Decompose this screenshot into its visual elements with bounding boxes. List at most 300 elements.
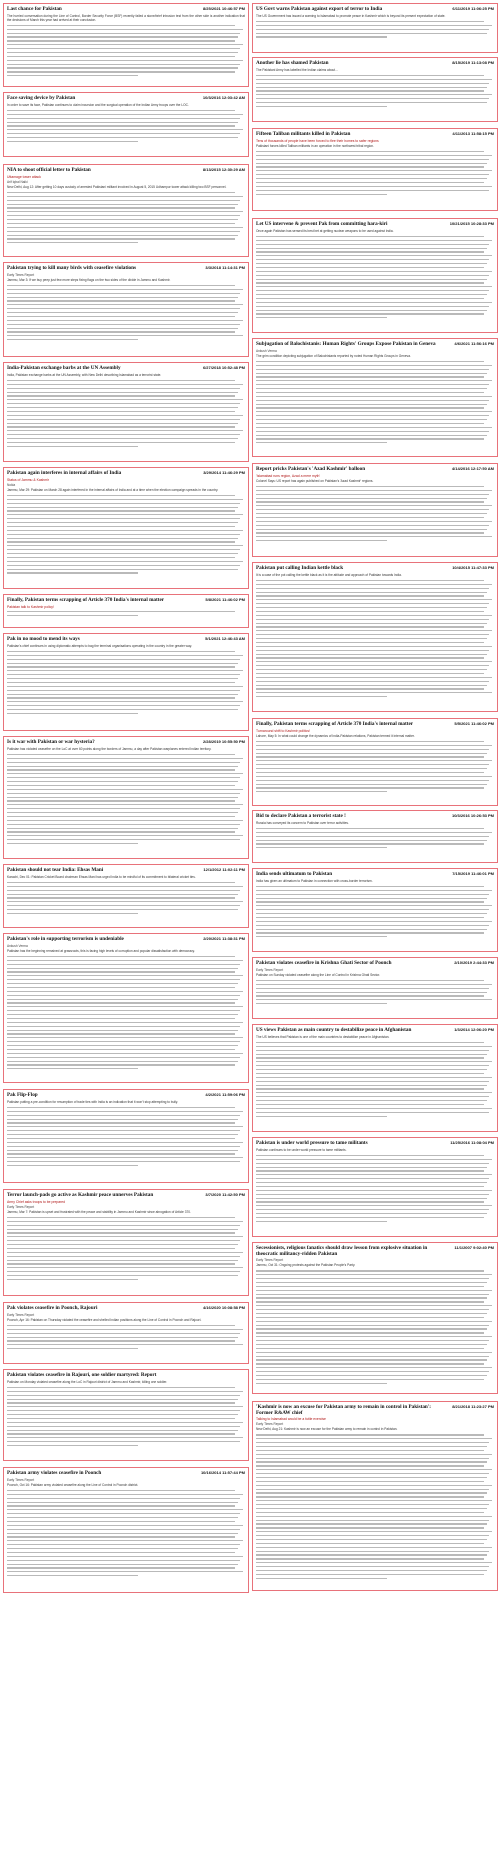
text-line [256,505,492,506]
text-line [256,1305,492,1306]
text-line [7,909,238,910]
text-line [7,423,238,424]
text-line [256,1286,484,1287]
article-subtitle: Talking to Islamabad would be a futile exercise [256,1417,326,1422]
text-line [7,553,238,554]
text-line [7,839,240,840]
text-line [7,1521,235,1522]
text-line [7,320,243,321]
text-line [256,1108,492,1109]
text-line [7,694,238,695]
text-line [7,762,240,763]
article-card[interactable] [3,933,249,1083]
text-line [7,442,235,443]
text-line [7,242,138,243]
article-card[interactable] [252,562,498,712]
article-card[interactable] [3,164,249,257]
article-byline: Early Times Report [7,1205,35,1209]
article-lead-text: Pakistani forces killed Taliban militants in an operation in the northwest tribal region. [256,144,374,148]
article-title[interactable]: Terror launch-pads go active as Kashmir peace unnerves Pakistan [7,1192,154,1198]
article-title[interactable]: Let US intervene & prevent Pak from committing hara-kiri [256,221,388,227]
article-card[interactable] [252,128,498,211]
text-line [7,110,235,111]
article-card[interactable] [252,1242,498,1394]
text-line [256,980,484,981]
text-line [7,1236,243,1237]
article-title[interactable]: US views Pakistan as main country to destabilize peace in Afghanistan [256,1027,412,1033]
text-line [7,773,243,774]
article-body-text [256,580,494,697]
text-line [7,1410,240,1411]
text-line [7,384,243,385]
article-subtitle: Pakistan talk to Kashmir policy! [7,605,54,609]
text-line [7,192,235,193]
text-line [256,760,492,761]
text-line [7,399,243,400]
text-line [256,244,489,245]
article-lead-text: Poonch, Oct 16: Pakistan army violated ceasefire along the Line of Control in Poonch district. [7,1483,139,1487]
text-line [256,1481,484,1482]
text-line [256,1489,489,1490]
article-card[interactable] [3,594,249,628]
article-title[interactable]: Pakistan army violates ceasefire in Poonch [7,1470,102,1476]
article-title[interactable]: Pakistan trying to kill many birds with ceasefire violations [7,265,137,271]
text-line [7,1142,243,1143]
text-line [256,438,484,439]
article-card[interactable] [3,3,249,87]
article-card[interactable] [3,1189,249,1296]
text-line [256,1294,489,1295]
article-byline: Early Times Report [256,1422,284,1427]
text-line [7,530,243,531]
text-line [256,302,492,303]
text-line [7,1498,240,1499]
text-line [7,1150,238,1151]
article-title[interactable]: Pakistan violates ceasefire in Rajouri, one soldier martyred: Report [7,1372,157,1378]
text-line [7,407,238,408]
article-title[interactable]: Pakistan should not tear India: Ehsas Mani [7,867,104,873]
text-line [7,1232,235,1233]
text-line [256,669,487,670]
text-line [7,1248,235,1249]
text-line [7,561,243,562]
article-timestamp: 8/13/2015 12:30:29 AM [202,167,245,172]
text-line [256,1325,489,1326]
text-line [256,921,492,922]
article-lead-text: Jammu, Mar 29: Pakistan on March 28 again interfered in the internal affairs of India and at a time when the election campaign spreads in the country. [7,488,219,492]
article-card[interactable] [3,1089,249,1183]
text-line [256,681,489,682]
article-title[interactable]: Pakistan put calling Indian kettle black [256,565,344,571]
text-line [7,1271,240,1272]
article-timestamp: 5/1/2021 12:46:43 AM [205,636,245,641]
text-line [7,64,240,65]
text-line [7,1529,240,1530]
text-line [256,170,492,171]
text-line [7,388,240,389]
text-line [7,769,235,770]
text-line [7,141,138,142]
text-line [7,1556,243,1557]
article-card[interactable] [3,262,249,357]
text-line [256,1057,484,1058]
text-line [256,1170,484,1171]
text-line [256,540,387,541]
text-line [256,685,487,686]
text-line [7,1030,238,1031]
text-line [256,1379,484,1380]
article-lead-text: Once again Pakistan has sensed its best bet at getting nuclear weapons to be used against India. [256,229,394,233]
article-card[interactable] [252,1401,498,1591]
article-byline: Early Times Report [256,1258,284,1263]
text-line [7,312,238,313]
article-timestamp: 5/5/2021 11:46:02 PM [454,721,494,726]
article-card[interactable] [252,810,498,863]
text-line [7,1441,240,1442]
text-line [256,306,489,307]
text-line [7,125,235,126]
text-line [256,1290,492,1291]
text-line [256,90,484,91]
text-line [7,964,240,965]
text-line [256,1190,492,1191]
text-line [256,248,487,249]
article-title[interactable]: US Govt warns Pakistan against export of terror to India [256,6,383,12]
text-line [256,1551,489,1552]
article-lead-text: It is a case of the pot calling the kettle black as it is the attitude and approach of Pakistan towards India. [256,573,402,577]
text-line [256,905,492,906]
text-line [256,1321,492,1322]
text-line [256,1116,387,1117]
article-title[interactable]: Pakistan violates ceasefire in Krishna Ghati Sector of Poonch [256,960,392,966]
text-line [7,991,243,992]
article-body-text [7,651,245,714]
article-body-text [256,741,494,793]
text-line [256,442,387,443]
text-line [7,565,240,566]
text-line [256,521,492,522]
text-line [256,1383,387,1384]
text-line [256,1155,484,1156]
article-body-text [7,110,245,142]
article-card[interactable] [3,92,249,157]
text-line [7,227,243,228]
article-timestamp: 2/10/2019 2:44:33 PM [454,960,494,965]
text-line [256,427,492,428]
text-line [256,1531,492,1532]
text-line [7,392,238,393]
text-line [256,1558,484,1559]
article-title[interactable]: NIA to shoot official letter to Pakistan [7,167,91,173]
article-card[interactable] [252,1137,498,1237]
text-line [256,513,487,514]
text-line [256,984,492,985]
text-line [7,808,240,809]
text-line [256,584,492,585]
article-title[interactable]: India-Pakistan exchange barbs at the UN Assembly [7,365,121,371]
article-title[interactable]: Finally, Pakistan terms scrapping of Article 370 India's internal matter [7,597,165,603]
article-title[interactable]: Face saving device by Pakistan [7,95,76,101]
text-line [7,1225,240,1226]
article-byline: Arif Iqbal Naiki [7,180,28,184]
article-card[interactable] [3,633,249,731]
article-title[interactable]: Secessionists, religious fanatics should draw lesson from explosive situation in theocratic militancy-ridden Pakistan [256,1245,428,1258]
text-line [256,1174,492,1175]
article-timestamp: 11/1/2007 9:02:40 PM [454,1245,494,1250]
text-line [7,1002,235,1003]
text-line [256,532,484,533]
text-line [256,529,487,530]
text-line [7,1418,235,1419]
article-title[interactable]: Report pricks Pakistan's 'Azad Kashmir' balloon [256,466,366,472]
article-title[interactable]: Another lie has shamed Pakistan [256,60,329,66]
article-title[interactable]: Pakistan's role in supporting terrorism is undeniable [7,936,124,942]
article-timestamp: 3/29/2014 11:46:29 PM [203,470,245,475]
article-title[interactable]: Pakistan again interferes in internal affairs of India [7,470,122,476]
text-line [256,832,492,833]
article-lead-text: India, Pakistan exchange barbs at the UN Assembly, with New Delhi describing Islamabad as a terrorist state. [7,373,162,377]
text-line [7,297,238,298]
text-line [7,231,240,232]
text-line [256,1547,492,1548]
text-line [256,1054,487,1055]
text-line [256,1496,484,1497]
text-line [256,992,487,993]
text-line [7,766,238,767]
text-line [256,384,489,385]
article-card[interactable] [3,467,249,589]
text-line [256,1578,387,1579]
text-line [7,211,243,212]
text-line [7,1391,243,1392]
text-line [7,339,138,340]
text-line [7,1240,240,1241]
text-line [7,890,240,891]
text-line [256,1186,484,1187]
text-line [256,1543,484,1544]
article-title[interactable]: Pak in no mood to mend its ways [7,636,80,642]
article-card[interactable] [3,1302,249,1364]
text-line [256,415,489,416]
text-line [256,361,484,362]
article-body-text [256,21,494,38]
text-line [256,1485,492,1486]
text-line [256,599,492,600]
article-card[interactable] [252,463,498,557]
article-lead-text: Karachi, Dec 01: Pakistan Cricket Board chairman Ehsas Mani has urged India to be mindful of its commitment to bilateral cricket ties. [7,875,196,879]
text-line [7,663,238,664]
text-line [256,745,492,746]
text-line [256,1046,492,1047]
text-line [7,1267,243,1268]
text-line [7,1433,235,1434]
article-lead-text: New Delhi, Aug 21: Kashmir is now an excuse for the Pakistan army to remain in control in Pakistan. [256,1427,398,1432]
article-title[interactable]: Last chance for Pakistan [7,6,62,12]
text-line [7,495,235,496]
article-timestamp: 5/8/2021 11:46:02 PM [205,597,245,602]
text-line [7,71,235,72]
article-subtitle: Status of Jammu & Kashmir [7,478,50,482]
article-lead-text: Lahore, May 5: In what could change the dynamics of India-Pakistan relations, Pakistan termed it internal matter. [256,734,415,738]
text-line [7,1279,138,1280]
text-line [7,304,243,305]
text-line [7,1161,240,1162]
text-line [7,979,240,980]
article-timestamp: 10/16/2014 11:57:44 PM [200,1470,245,1475]
text-line [256,1167,487,1168]
article-byline: Early Times Report [7,1313,35,1317]
text-line [7,56,235,57]
text-line [7,995,240,996]
text-line [7,1406,243,1407]
text-line [256,936,387,937]
text-line [7,40,235,41]
article-lead-text: Jammu, Mar 3: If we buy peep just few more steps fixing flags on the two sides of the divide in Jammu and Kashmir. [7,278,171,282]
text-line [256,509,489,510]
text-line [256,1077,492,1078]
article-title[interactable]: Finally, Pakistan terms scrapping of Article 370 India's internal matter [256,721,414,727]
text-line [7,1107,235,1108]
text-line [256,776,492,777]
text-line [7,1138,235,1139]
text-line [256,1477,487,1478]
article-body-text [256,236,494,319]
article-title[interactable]: Pak violates ceasefire in Poonch, Rajouri [7,1305,98,1311]
text-line [7,514,243,515]
text-line [7,659,240,660]
text-line [256,1278,489,1279]
text-line [256,1336,492,1337]
article-body-text [256,980,494,1004]
article-body-text [7,882,245,914]
text-line [7,758,243,759]
text-line [7,1018,235,1019]
article-lead-text: Jammu, Mar 7: Pakistan is upset and frustrated with the peace and stability in Jammu and Kashmir since abrogation of Article 370. [7,1210,191,1214]
text-line [256,1570,487,1571]
article-card[interactable] [252,338,498,457]
text-line [256,151,484,152]
article-card[interactable] [3,1369,249,1461]
text-line [7,1064,235,1065]
text-line [7,828,238,829]
article-body-text [7,754,245,844]
text-line [7,60,243,61]
text-line [256,517,484,518]
text-line [7,960,243,961]
text-line [7,682,235,683]
article-body-text [7,192,245,244]
article-title[interactable]: India sends ultimatum to Pakistan [256,871,333,877]
article-lead-text: Pakistan on Monday violated ceasefire along the LoC in Rajouri district of Jammu and Kashmir, killing one soldier. [7,1380,168,1384]
text-line [7,137,238,138]
text-line [7,114,243,115]
text-line [7,913,138,914]
text-line [7,507,238,508]
text-line [256,87,487,88]
text-line [256,182,484,183]
article-title[interactable]: Is it war with Pakistan or war hysteria? [7,739,95,745]
article-card[interactable] [252,1024,498,1132]
text-line [256,404,487,405]
article-card[interactable] [3,736,249,859]
article-title[interactable]: Pakistan is under world pressure to tame militants [256,1140,368,1146]
text-line [256,1446,487,1447]
article-title[interactable]: Pak Flip-Flop [7,1092,38,1098]
article-card[interactable] [252,718,498,806]
article-timestamp: 4/2/2021 11:59:06 PM [205,1092,245,1097]
text-line [256,98,489,99]
article-body-text [7,380,245,447]
article-title[interactable]: Fifteen Taliban militants killed in Pakistan [256,131,351,137]
text-line [256,255,492,256]
article-card[interactable] [3,864,249,928]
article-card[interactable] [252,868,498,952]
article-title[interactable]: Bid to declare Pakistan a terrorist state ! [256,813,346,819]
text-line [256,1092,492,1093]
text-line [7,503,240,504]
article-card[interactable] [252,57,498,122]
article-card[interactable] [252,3,498,53]
article-card[interactable] [252,957,498,1019]
text-line [256,886,484,887]
text-line [7,118,240,119]
text-line [7,956,235,957]
text-line [256,1213,487,1214]
text-line [7,894,238,895]
text-line [256,692,492,693]
text-line [256,423,484,424]
article-body-text [256,1155,494,1222]
article-lead-text: Colonel Says: US report has again published on Pakistan's 'Azad Kashmir' regions. [256,479,374,483]
text-line [7,1564,238,1565]
text-line [256,843,484,844]
text-line [7,968,238,969]
article-title[interactable]: Subjugation of Balochistanis: Human Rights' Groups Expose Pakistan in Geneva [256,341,436,347]
article-card[interactable] [252,218,498,333]
text-line [7,674,240,675]
article-card[interactable] [3,1467,249,1593]
article-body-text [7,1107,245,1166]
text-line [7,971,235,972]
text-line [7,843,138,844]
text-line [7,1252,243,1253]
text-line [256,1088,484,1089]
text-line [7,882,235,883]
text-line [7,572,138,573]
text-line [256,498,487,499]
text-line [256,1562,492,1563]
text-line [256,1352,492,1353]
text-line [7,615,138,616]
text-line [256,909,489,910]
text-line [7,238,235,239]
article-body-text [7,1325,245,1349]
text-line [256,626,484,627]
text-line [7,1010,240,1011]
text-line [256,174,489,175]
article-card[interactable] [3,362,249,462]
article-body-text [256,1042,494,1117]
article-title[interactable]: 'Kashmir is now an excuse for Pakistan army to remain in control in Pakistan': Former R&AW chief [256,1404,431,1417]
text-line [256,1527,484,1528]
text-line [7,1157,243,1158]
article-timestamp: 10/4/2015 11:47:33 PM [452,565,494,570]
text-line [7,701,243,702]
text-line [7,800,235,801]
article-lead-text: Pakistan's chief continues in using diplomatic attempts to bag the terminal organisations operating in the country in the greater way. [7,644,192,648]
text-line [256,603,489,604]
text-line [256,411,492,412]
